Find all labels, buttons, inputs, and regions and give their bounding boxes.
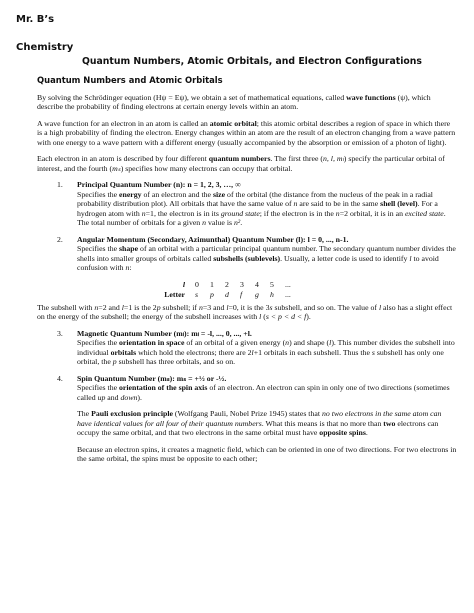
quantum-number-list bbox=[37, 180, 457, 273]
list-item-spin bbox=[37, 374, 457, 464]
brand-line-2: Chemistry bbox=[16, 42, 74, 53]
item-heading: Spin Quantum Number (mₛ): mₛ = +½ or -½. bbox=[77, 373, 227, 383]
letter-code-table bbox=[157, 280, 457, 300]
list-item-angular-momentum bbox=[37, 235, 457, 273]
item-body: Specifies the energy of an electron and the size of the orbital (the distance from the nucleus of the peak in a radial probability distribution plot). All orbitals that have the same value of n are said to be in the same shell (level). For a hydrogen atom with n=1, the electron is in its ground state; if the electron is in the n=2 orbital, it is in an excited state. The total number of orbitals for a given n value is n². bbox=[77, 189, 446, 227]
paragraph-subshell: The subshell with n=2 and l=1 is the 2p subshell; if n=3 and l=0, it is the 3s subshell, and so on. The value of l also has a slight effect on the energy of the subshell; the energy of the subshell increases with l (s < p < d < f). bbox=[37, 302, 453, 321]
list-number: 4. bbox=[57, 373, 63, 383]
brand-line-1: Mr. B’s bbox=[16, 14, 55, 25]
list-number: 1. bbox=[57, 180, 63, 189]
row-label: l bbox=[182, 279, 185, 289]
list-item-magnetic bbox=[37, 329, 457, 367]
paragraph-quantum-numbers: Each electron in an atom is described by four different quantum numbers. The first three (n, l, mₗ) specify the particular orbital of interest, and the fourth (mₛ) specifies how many electrons can occupy that orbital. bbox=[37, 154, 445, 173]
list-number: 2. bbox=[57, 234, 63, 244]
item-heading: Principal Quantum Number (n): n = 1, 2, 3, …, ∞ bbox=[77, 180, 241, 189]
list-number: 3. bbox=[57, 328, 63, 338]
list-item-principal bbox=[37, 180, 457, 228]
item-body: Specifies the shape of an orbital with a particular principal quantum number. The secondary quantum number divides the shells into smaller groups of orbitals called subshells (sublevels). Usually, a letter code is used to identify l to avoid confusion with n: bbox=[77, 244, 456, 272]
letter-table-row-letter: Letter s p d f g h ... bbox=[157, 290, 457, 300]
paragraph-atomic-orbital: A wave function for an electron in an atom is called an atomic orbital; this atomic orbital describes a region of space in which there is a high probability of finding the electron. Energy changes within an atom are the result of an electron changing from a wave pattern with one energy to a wave pattern with a different energy (usually accompanied by the absorption or emission of a photon of light). bbox=[37, 118, 456, 147]
item-body: Specifies the orientation of the spin axis of an electron. An electron can spin in only one of two directions (sometimes called up and down). bbox=[77, 383, 450, 402]
row-label: Letter bbox=[164, 289, 185, 299]
item-heading: Magnetic Quantum Number (mₗ): mₗ = -l, ..., 0, ..., +l. bbox=[77, 328, 252, 338]
document-body bbox=[37, 76, 457, 471]
electron-spin-paragraph: Because an electron spins, it creates a magnetic field, which can be oriented in one of two directions. For two electrons in the same orbital, the spins must be opposite to each other; bbox=[77, 444, 457, 463]
pauli-paragraph: The Pauli exclusion principle (Wolfgang Pauli, Nobel Prize 1945) states that no two electrons in the same atom can have identical values for all four of their quantum numbers. What this means is that no more than two electrons can occupy the same orbital, and that two electrons in the same orbital must have opposite spins. bbox=[77, 409, 442, 437]
page-title: Quantum Numbers, Atomic Orbitals, and Electron Configurations bbox=[82, 56, 422, 67]
item-body: Specifies the orientation in space of an orbital of a given energy (n) and shape (l). This number divides the subshell into individual orbitals which hold the electrons; there are 2l+1 orbitals in each subshell. Thus the s subshell has only one orbital, the p subshell has three orbitals, and so on. bbox=[77, 338, 455, 366]
letter-table-row-l: l 0 1 2 3 4 5 ... bbox=[157, 280, 457, 290]
item-heading: Angular Momentum (Secondary, Azimunthal) Quantum Number (l): l = 0, ..., n-1. bbox=[77, 234, 349, 244]
paragraph-wave-functions: By solving the Schrödinger equation (Hψ = Eψ), we obtain a set of mathematical equations, called wave functions (ψ), which describe the probability of finding electrons at certain energy levels within an atom. bbox=[37, 92, 431, 111]
quantum-number-list-continued bbox=[37, 329, 457, 464]
section-heading: Quantum Numbers and Atomic Orbitals bbox=[37, 75, 223, 85]
